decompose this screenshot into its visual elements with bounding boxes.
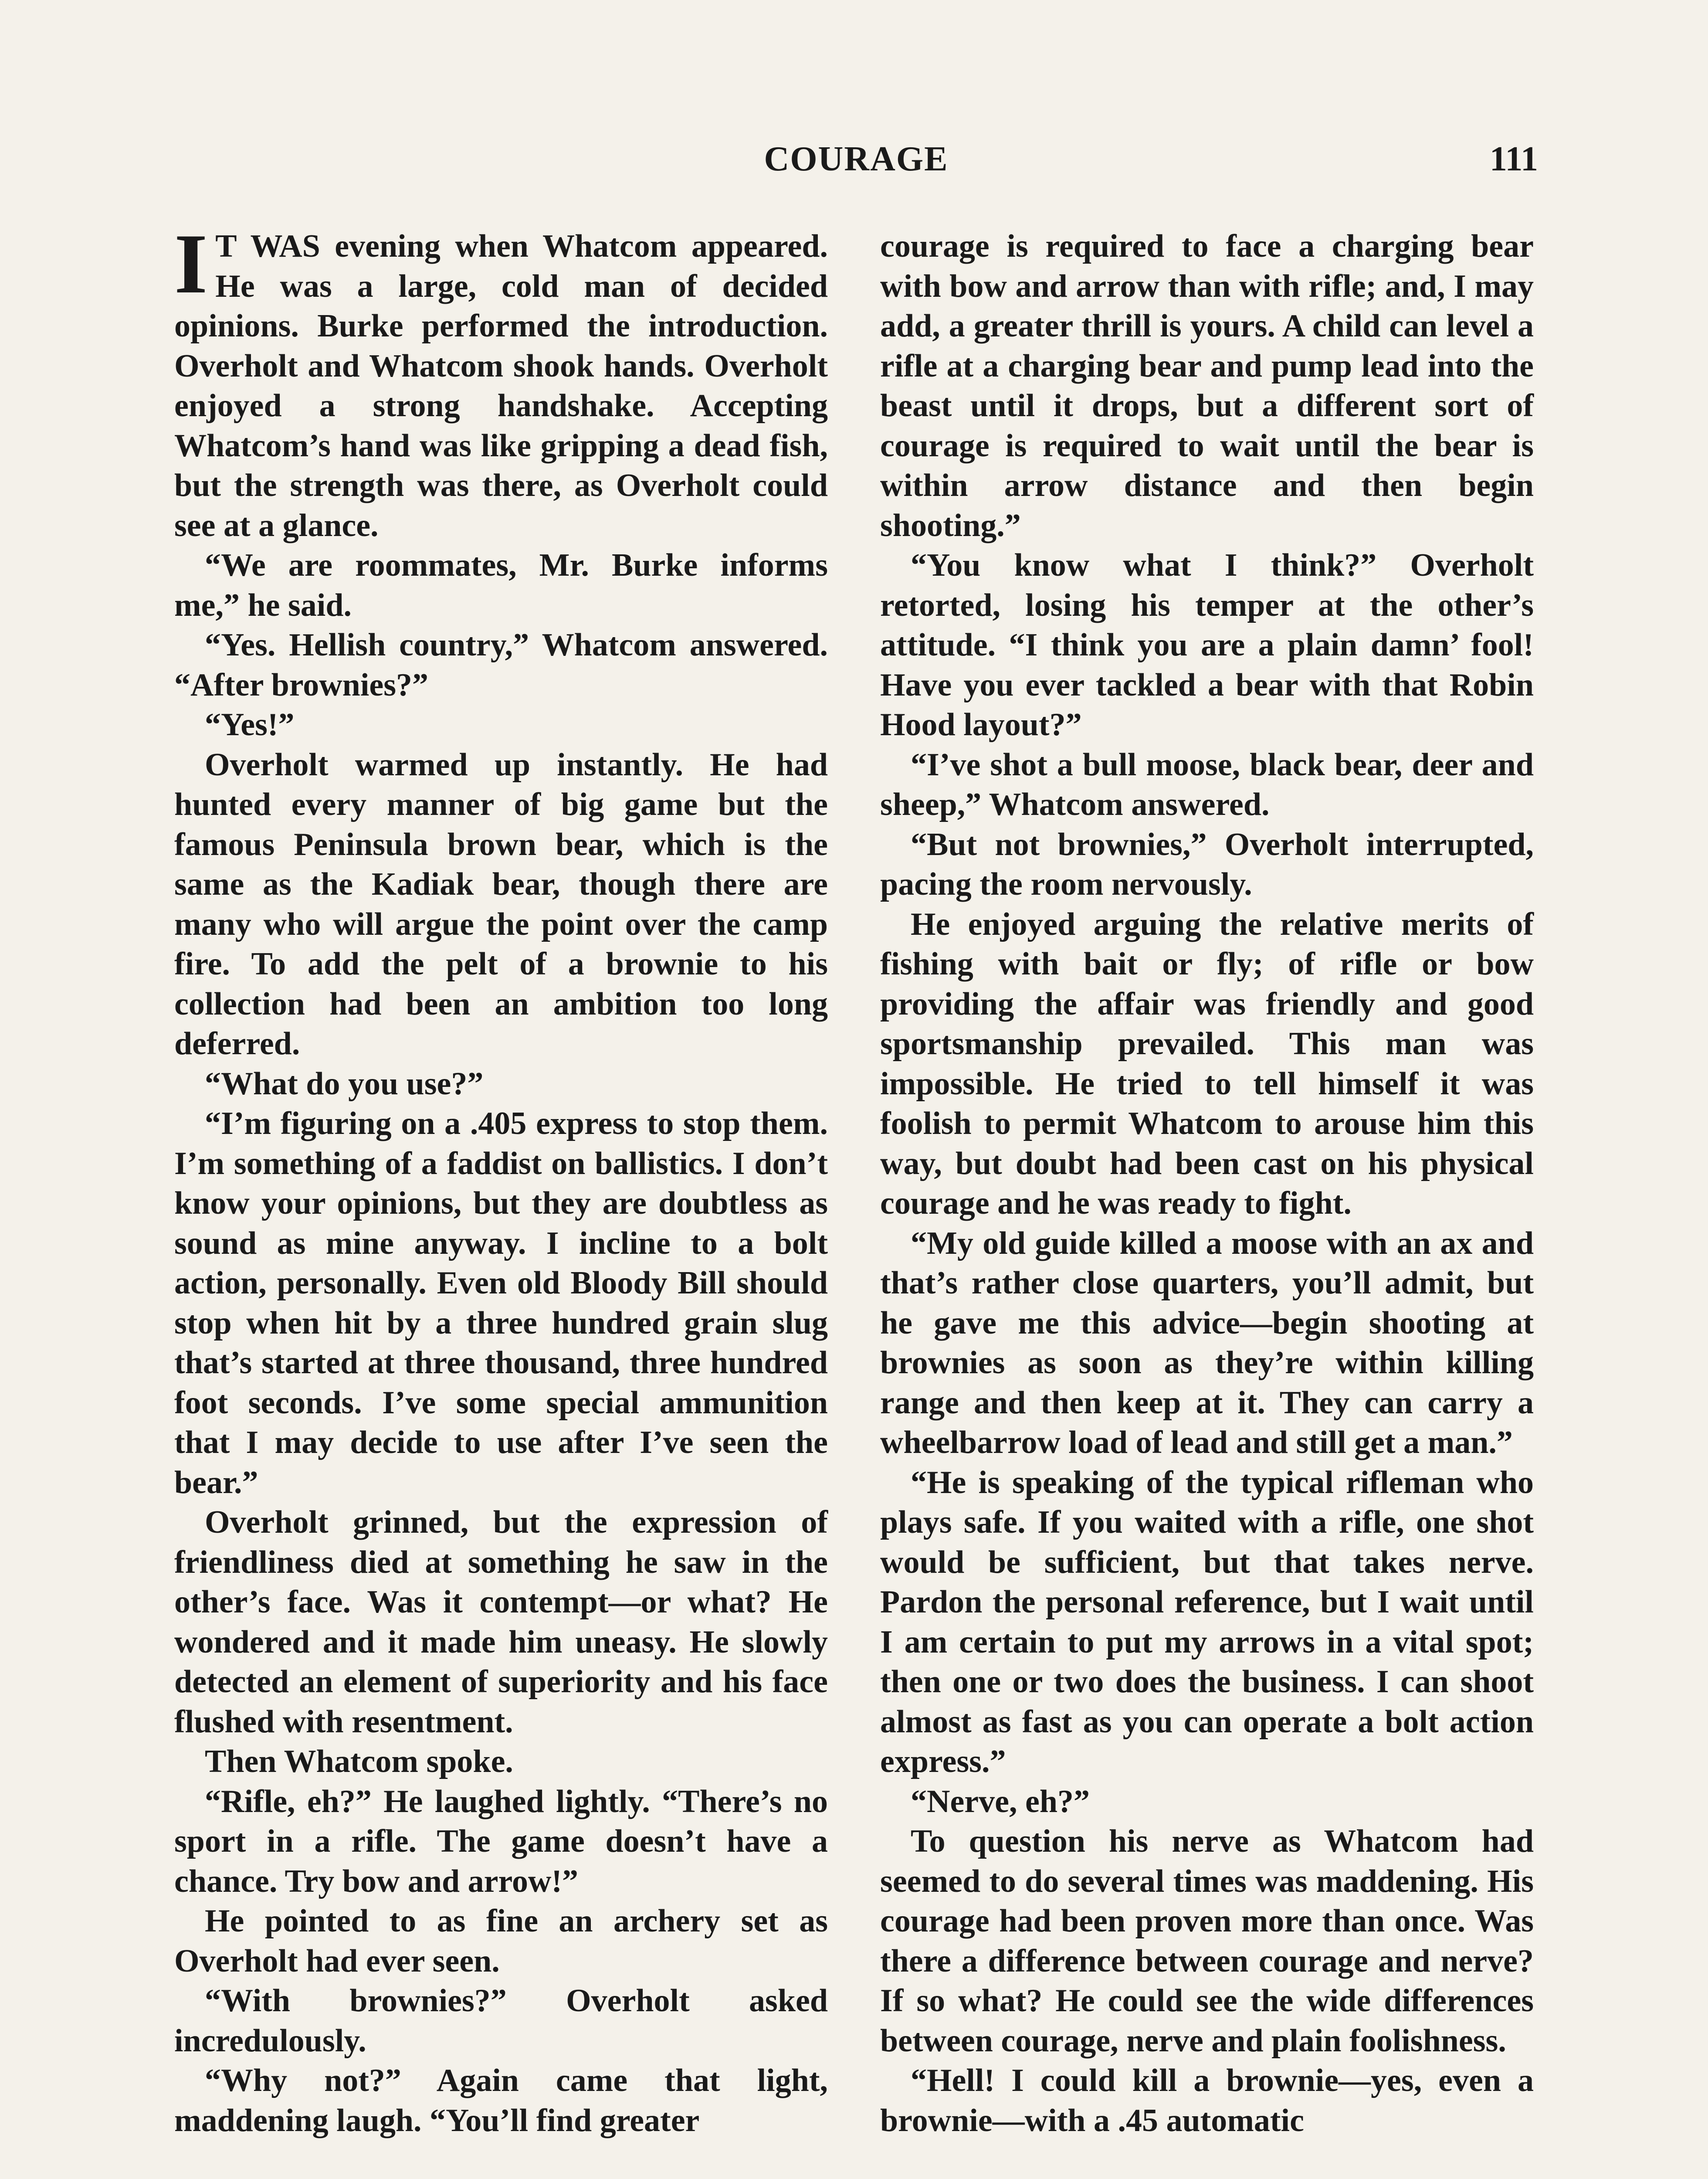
paragraph: “My old guide killed a moose with an ax and that’s rather close quarters, you’ll admit, but he gave me this advice—begin shooting at brownies as soon as they’re within killing range and then keep at it. They can carry a wheelbarrow load of lead and still get a man.” [880,1225,1534,1460]
paragraph: “What do you use?” [205,1066,484,1102]
paragraph: courage is required to face a charging bear with bow and arrow than with rifle; and, I may add, a greater thrill is yours. A child can level a rifle at a charging bear and pump lead into the beast until it drops, but a different sort of courage is required to wait until the bear is within arrow distance and then begin shooting.” [880,228,1534,543]
paragraph: “Hell! I could kill a brownie—yes, even a brownie—with a .45 automatic [880,2063,1534,2138]
paragraph: I T WAS evening when Whatcom appeared. He was a large, cold man of decided opinions. Burke performed the introduction. Overholt and Whatcom shook hands. Overholt enjoyed a strong handshake. Accepting Whatcom’s hand was like gripping a dead fish, but the strength was there, as Overholt could see at a glance. [174,217,828,543]
paragraph: “Why not?” Again came that light, maddening laugh. “You’ll find greater [174,2063,828,2138]
paragraph: “Yes!” [205,707,295,743]
paragraph: He pointed to as fine an archery set as Overholt had ever seen. [174,1903,828,1979]
left-column [174,217,828,2141]
page-number: 111 [1489,140,1538,178]
drop-cap: I [174,217,208,311]
paragraph: “He is speaking of the typical rifleman who plays safe. If you waited with a rifle, one shot would be sufficient, but that takes nerve. Pardon the personal reference, but I wait until I am certain to put my arrows in a vital spot; then one or two does the business. I can shoot almost as fast as you can operate a bolt action express.” [880,1464,1534,1779]
paragraph: “You know what I think?” Overholt retorted, losing his temper at the other’s attitude. “I think you are a plain damn’ fool! Have you ever tackled a bear with that Robin Hood layout?” [880,547,1534,743]
paragraph: “Rifle, eh?” He laughed lightly. “There’s no sport in a rifle. The game doesn’t have a chance. Try bow and arrow!” [174,1783,828,1899]
paragraph: To question his nerve as Whatcom had seemed to do several times was maddening. His courage had been proven more than once. Was there a difference between courage and nerve? If so what? He could see the wide differences between courage, nerve and plain foolishness. [880,1823,1534,2059]
paragraph: “We are roommates, Mr. Burke informs me,” he said. [174,547,828,623]
chapter-title: COURAGE [764,140,949,178]
paragraph: “I’m figuring on a .405 express to stop them. I’m something of a faddist on ballistics. I don’t know your opinions, but they are doubtless as sound as mine anyway. I incline to a bolt action, personally. Even old Bloody Bill should stop when hit by a three hundred grain slug that’s started at three thousand, three hundred foot seconds. I’ve some special ammunition that I may decide to use after I’ve seen the bear.” [174,1106,828,1500]
paragraph: Then Whatcom spoke. [205,1744,513,1779]
paragraph: “But not brownies,” Overholt interrupted, pacing the room nervously. [880,826,1534,902]
paragraph: “With brownies?” Overholt asked incredulously. [174,1983,828,2059]
paragraph: Overholt grinned, but the expression of friendliness died at something he saw in the other’s face. Was it contempt—or what? He wondered and it made him uneasy. He slowly detected an element of superiority and his face flushed with resentment. [174,1504,828,1740]
paragraph: “Yes. Hellish country,” Whatcom answered. “After brownies?” [174,627,828,703]
paragraph: “I’ve shot a bull moose, black bear, deer and sheep,” Whatcom answered. [880,747,1534,822]
paragraph: He enjoyed arguing the relative merits of fishing with bait or fly; of rifle or bow providing the affair was friendly and good sportsmanship prevailed. This man was impossible. He tried to tell himself it was foolish to permit Whatcom to arouse him this way, but doubt had been cast on his physical courage and he was ready to fight. [880,906,1534,1221]
paragraph: “Nerve, eh?” [911,1783,1090,1819]
paragraph: Overholt warmed up instantly. He had hunted every manner of big game but the famous Peninsula brown bear, which is the same as the Kadiak bear, though there are many who will argue the point over the camp fire. To add the pelt of a brownie to his collection had been an ambition too long deferred. [174,747,828,1062]
right-column [880,227,1534,2141]
running-head [174,139,1538,187]
